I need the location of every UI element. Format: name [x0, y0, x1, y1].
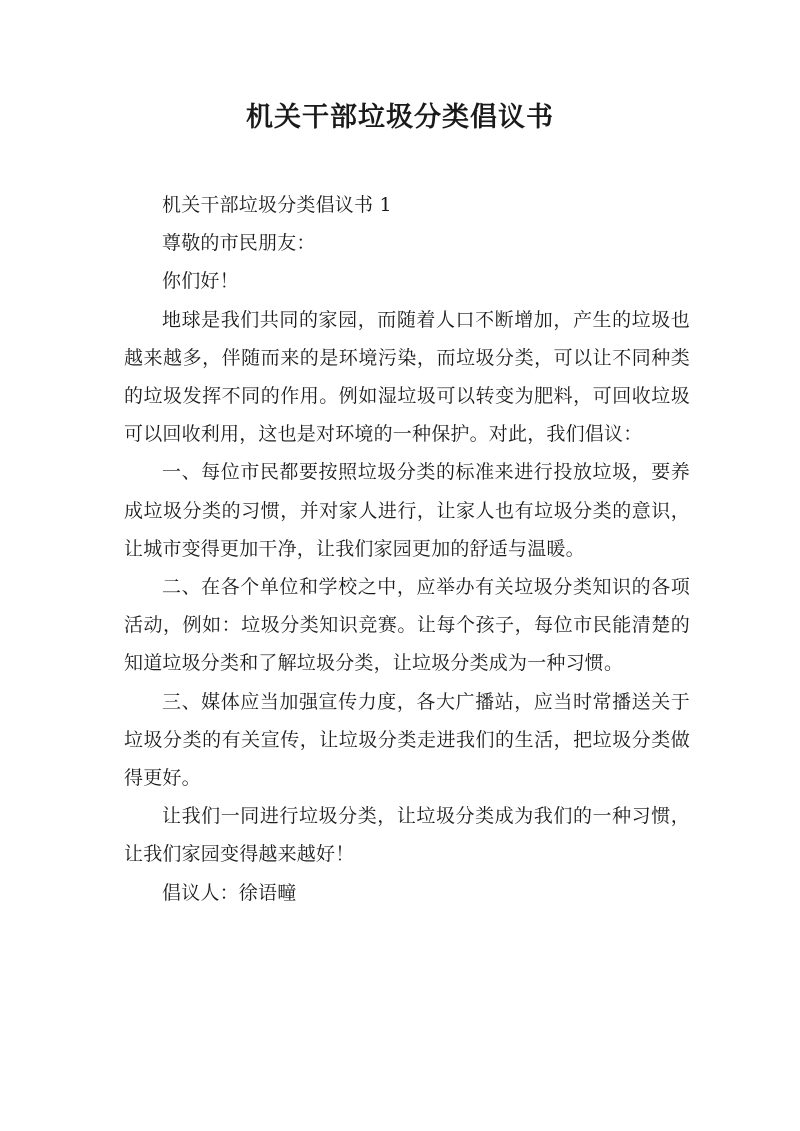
document-title: 机关干部垃圾分类倡议书: [246, 102, 554, 133]
proposal-two: 二、在各个单位和学校之中，应举办有关垃圾分类知识的各项活动，例如：垃圾分类知识竞赛。让每个孩子，每位市民能清楚的知道垃圾分类和了解垃圾分类，让垃圾分类成为一种习惯。: [124, 576, 690, 675]
proposal-one: 一、每位市民都要按照垃圾分类的标准来进行投放垃圾，要养成垃圾分类的习惯，并对家人进行，让家人也有垃圾分类的意识，让城市变得更加干净，让我们家园更加的舒适与温暖。: [124, 461, 690, 560]
signature-line: 倡议人：徐语疃: [162, 881, 297, 904]
proposal-three: 三、媒体应当加强宣传力度，各大广播站，应当时常播送关于垃圾分类的有关宣传，让垃圾分类走进我们的生活，把垃圾分类做得更好。: [124, 690, 690, 790]
intro-paragraph: 地球是我们共同的家园，而随着人口不断增加，产生的垃圾也越来越多，伴随而来的是环境污染，而垃圾分类，可以让不同种类的垃圾发挥不同的作用。例如湿垃圾可以转变为肥料，可回收垃圾可以回收利用，这也是对环境的一种保护。对此，我们倡议：: [124, 308, 690, 446]
document-body: [124, 186, 690, 912]
greeting: 你们好！: [162, 270, 239, 293]
salutation: 尊敬的市民朋友：: [162, 232, 316, 255]
closing-paragraph: 让我们一同进行垃圾分类，让垃圾分类成为我们的一种习惯，让我们家园变得越来越好！: [124, 805, 690, 866]
subtitle-line: 机关干部垃圾分类倡议书 1: [162, 194, 392, 216]
